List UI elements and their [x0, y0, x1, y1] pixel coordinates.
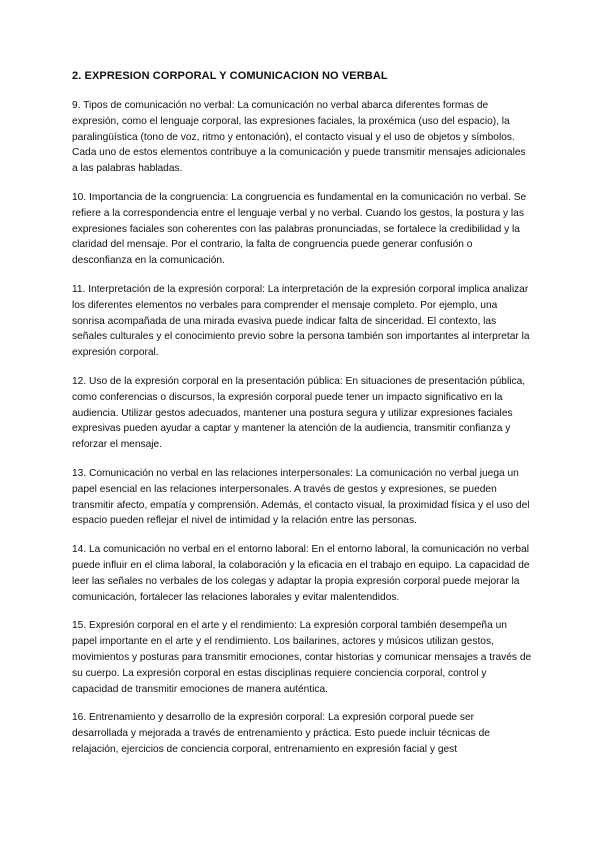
paragraph-13: 13. Comunicación no verbal en las relaciones interpersonales: La comunicación no verbal juega un papel esencial en las relaciones interpersonales. A través de gestos y expresiones, se pueden transmitir afecto, empatía y comprensión. Además, el contacto visual, la proximidad física y el uso del espacio pueden reflejar el nivel de intimidad y la relación entre las personas. [72, 467, 530, 527]
document-page [72, 68, 532, 771]
paragraph-9: 9. Tipos de comunicación no verbal: La comunicación no verbal abarca diferentes formas de expresión, como el lenguaje corporal, las expresiones faciales, la proxémica (uso del espacio), la paralingüística (tono de voz, ritmo y entonación), el contacto visual y el uso de objetos y símbolos. Cada uno de estos elementos contribuye a la comunicación y puede transmitir mensajes adicionales a las palabras habladas. [72, 100, 526, 175]
paragraph-16: 16. Entrenamiento y desarrollo de la expresión corporal: La expresión corporal puede ser desarrollada y mejorada a través de entrenamiento y práctica. Esto puede incluir técnicas de relajación, ejercicios de conciencia corporal, entrenamiento en expresión facial y gest [72, 712, 490, 755]
paragraph-12: 12. Uso de la expresión corporal en la presentación pública: En situaciones de presentación pública, como conferencias o discursos, la expresión corporal puede tener un impacto significativo en la audiencia. Utilizar gestos adecuados, mantener una postura segura y utilizar expresiones faciales expresivas pueden ayudar a captar y mantener la atención de la audiencia, transmitir confianza y reforzar el mensaje. [72, 375, 526, 451]
paragraph-11: 11. Interpretación de la expresión corporal: La interpretación de la expresión corporal implica analizar los diferentes elementos no verbales para comprender el mensaje completo. Por ejemplo, una sonrisa acompañada de una mirada evasiva puede indicar falta de sinceridad. El contexto, las señales culturales y el conocimiento previo sobre la persona también son importantes al interpretar la expresión corporal. [72, 283, 530, 359]
paragraph-15: 15. Expresión corporal en el arte y el rendimiento: La expresión corporal también desempeña un papel importante en el arte y el rendimiento. Los bailarines, actores y músicos utilizan gestos, movimientos y posturas para transmitir emociones, contar historias y comunicar mensajes a través de su cuerpo. La expresión corporal en estas disciplinas requiere conciencia corporal, control y capacidad de transmitir emociones de manera auténtica. [72, 620, 532, 695]
paragraph-14: 14. La comunicación no verbal en el entorno laboral: En el entorno laboral, la comunicación no verbal puede influir en el clima laboral, la colaboración y la eficacia en el trabajo en equipo. La capacidad de leer las señales no verbales de los colegas y adaptar la propia expresión corporal puede mejorar la comunicación, fortalecer las relaciones laborales y evitar malentendidos. [72, 544, 530, 603]
paragraph-10: 10. Importancia de la congruencia: La congruencia es fundamental en la comunicación no verbal. Se refiere a la correspondencia entre el lenguaje verbal y no verbal. Cuando los gestos, la postura y las expresiones faciales son coherentes con las palabras pronunciadas, se fortalece la credibilidad y la claridad del mensaje. Por el contrario, la falta de congruencia puede generar confusión o desconfianza en la comunicación. [72, 191, 527, 267]
section-heading: 2. EXPRESION CORPORAL Y COMUNICACION NO VERBAL [72, 70, 388, 82]
